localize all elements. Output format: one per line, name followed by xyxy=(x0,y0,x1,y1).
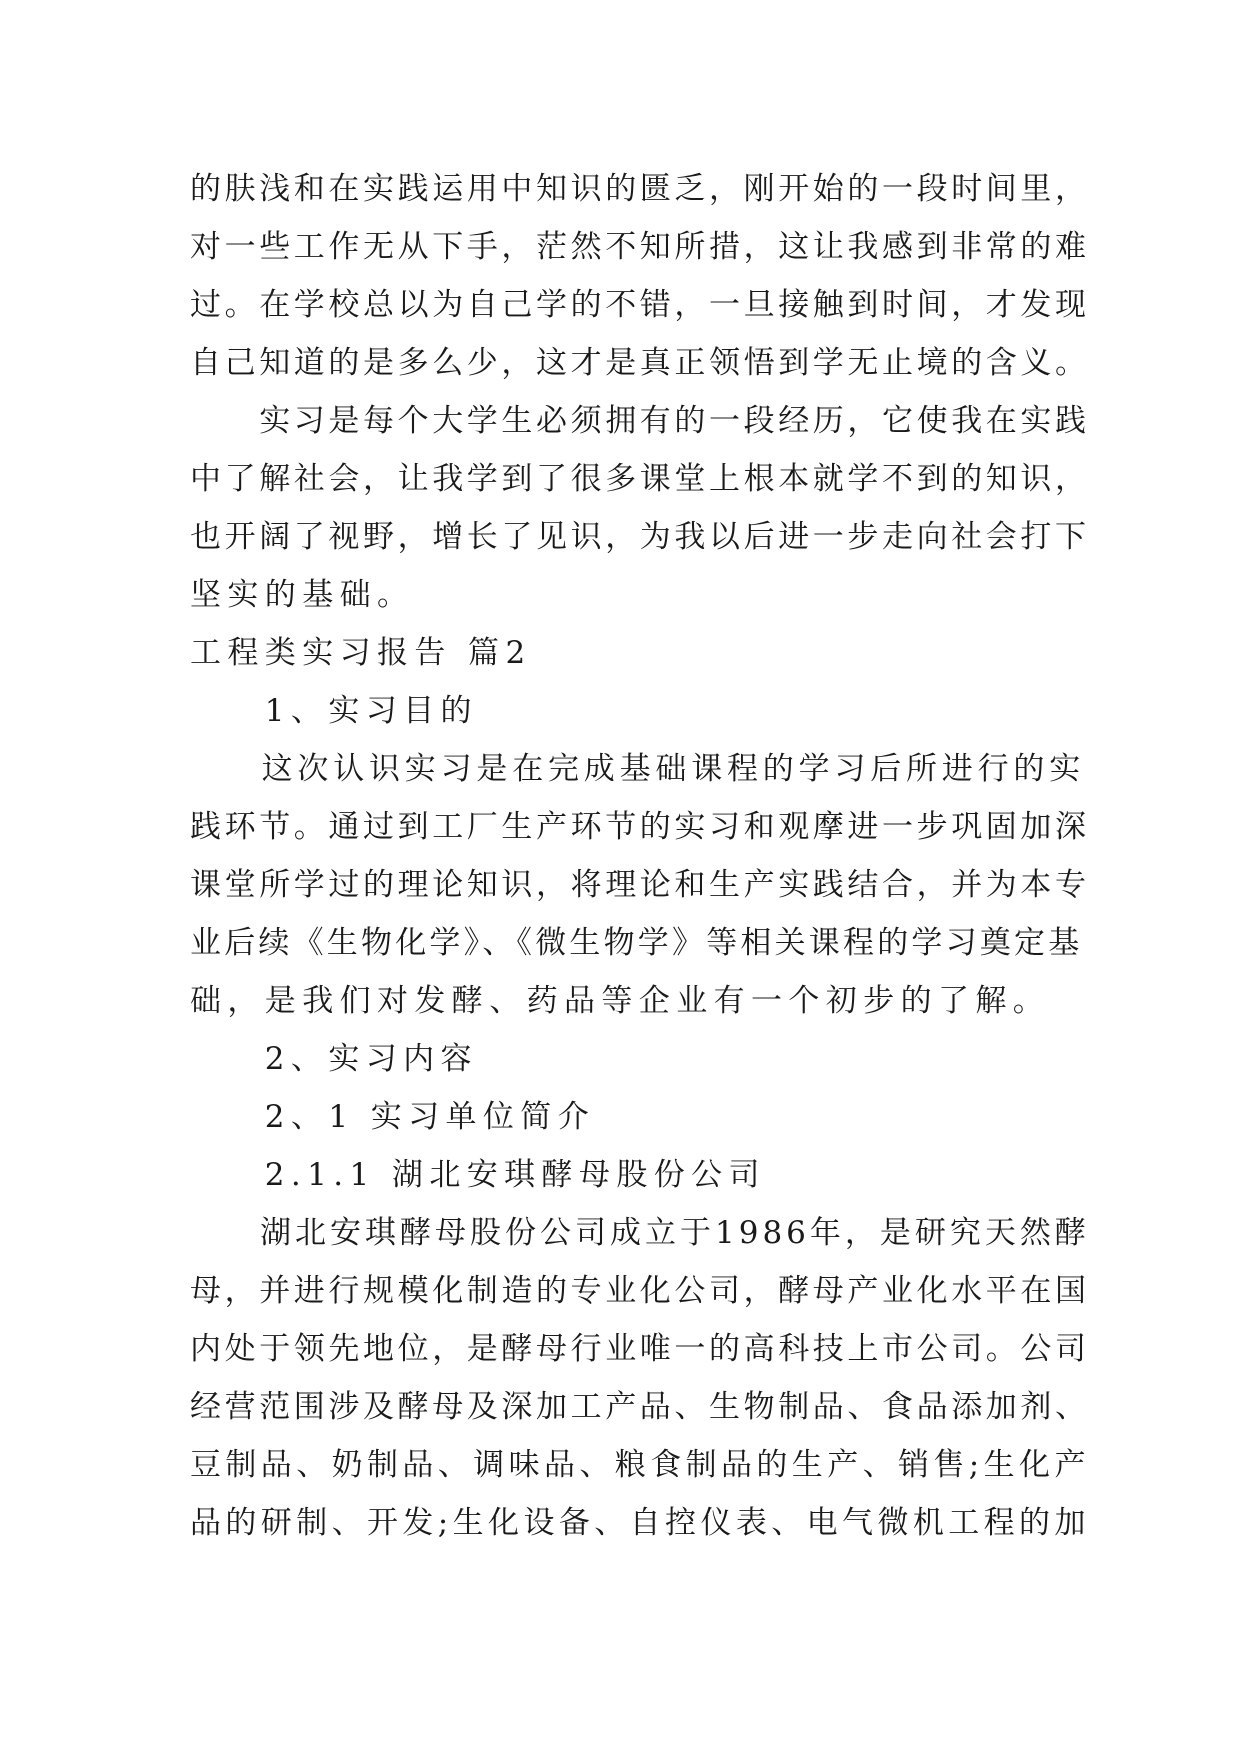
subheading: 2.1.1 湖北安琪酵母股份公司 xyxy=(190,1157,766,1193)
paragraph-start: 实习是每个大学生必须拥有的一段经历，它使我在实践 xyxy=(190,403,1090,439)
text-line: 的肤浅和在实践运用中知识的匮乏，刚开始的一段时间里， xyxy=(190,171,1090,207)
subheading: 2、1 实习单位简介 xyxy=(190,1099,596,1135)
paragraph-start: 这次认识实习是在完成基础课程的学习后所进行的实 xyxy=(190,751,1085,787)
text-line: 业后续《生物化学》、《微生物学》等相关课程的学习奠定基 xyxy=(190,925,1083,961)
paragraph-start: 湖北安琪酵母股份公司成立于1986年，是研究天然酵 xyxy=(190,1215,1090,1251)
text-line: 也开阔了视野，增长了见识，为我以后进一步走向社会打下 xyxy=(190,519,1090,555)
text-line: 践环节。通过到工厂生产环节的实习和观摩进一步巩固加深 xyxy=(190,809,1090,845)
text-line: 经营范围涉及酵母及深加工产品、生物制品、食品添加剂、 xyxy=(190,1389,1090,1425)
subheading: 2、实习内容 xyxy=(190,1041,478,1077)
text-line: 中了解社会，让我学到了很多课堂上根本就学不到的知识， xyxy=(190,461,1090,497)
subheading: 1、实习目的 xyxy=(190,693,478,729)
text-line: 础，是我们对发酵、药品等企业有一个初步的了解。 xyxy=(190,983,1051,1019)
section-heading: 工程类实习报告 篇2 xyxy=(190,635,532,671)
text-line: 自己知道的是多么少，这才是真正领悟到学无止境的含义。 xyxy=(190,345,1090,381)
text-line: 过。在学校总以为自己学的不错，一旦接触到时间，才发现 xyxy=(190,287,1090,323)
text-line: 对一些工作无从下手，茫然不知所措，这让我感到非常的难 xyxy=(190,229,1090,265)
text-line: 豆制品、奶制品、调味品、粮食制品的生产、销售;生化产 xyxy=(190,1447,1090,1483)
text-line: 内处于领先地位，是酵母行业唯一的高科技上市公司。公司 xyxy=(190,1331,1090,1367)
text-line: 品的研制、开发;生化设备、自控仪表、电气微机工程的加 xyxy=(190,1505,1090,1541)
text-line: 母，并进行规模化制造的专业化公司，酵母产业化水平在国 xyxy=(190,1273,1090,1309)
text-line: 课堂所学过的理论知识，将理论和生产实践结合，并为本专 xyxy=(190,867,1090,903)
text-line: 坚实的基础。 xyxy=(190,577,415,613)
